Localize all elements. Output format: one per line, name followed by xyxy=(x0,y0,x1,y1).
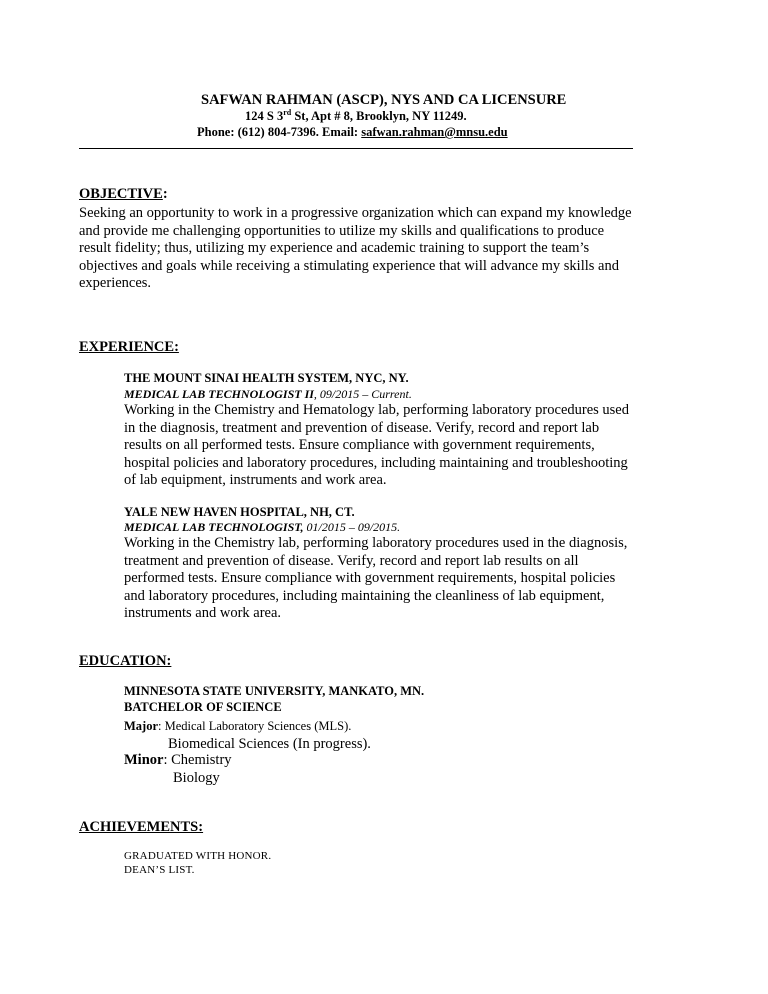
major-second: Biomedical Sciences (In progress). xyxy=(168,736,371,752)
job-line: Working in the Chemistry lab, performing laboratory procedures used in the diagnosis, xyxy=(124,535,628,551)
job-line: of lab equipment, instruments and work area. xyxy=(124,472,387,489)
job-line: instruments and work area. xyxy=(124,605,282,622)
job-line: results on all performed tests. Ensure compliance with government requirements, xyxy=(124,437,595,454)
job-title-line xyxy=(124,387,412,402)
job-title: MEDICAL LAB TECHNOLOGIST, xyxy=(124,520,304,534)
objective-text xyxy=(79,205,632,293)
job-line: and laboratory procedures, including maintaining the cleanliness of lab equipment, xyxy=(124,587,605,604)
objective-line: Seeking an opportunity to work in a progressive organization which can expand my knowledge xyxy=(79,205,632,221)
job-line: treatment and prevention of disease. Verify, record and report lab results on all xyxy=(124,552,579,569)
objective-heading-wrap xyxy=(79,186,168,203)
major-label: Major xyxy=(124,719,159,733)
experience-heading: EXPERIENCE: xyxy=(79,339,179,355)
achievements-heading: ACHIEVEMENTS: xyxy=(79,819,204,835)
contact-line xyxy=(197,125,508,140)
school-name: MINNESOTA STATE UNIVERSITY, MANKATO, MN. xyxy=(124,684,425,698)
objective-heading: OBJECTIVE xyxy=(79,186,163,202)
resume-name-line: SAFWAN RAHMAN (ASCP), NYS AND CA LICENSURE xyxy=(201,92,567,108)
address-street: St, Apt # 8, Brooklyn, NY 11249. xyxy=(291,109,467,123)
objective-line: objectives and goals while receiving a stimulating experience that will advance my skills and xyxy=(79,257,619,274)
minor-value: : Chemistry xyxy=(163,752,232,768)
objective-line: result fidelity; thus, utilizing my experience and academic training to support the team’s xyxy=(79,240,590,257)
job-description xyxy=(124,535,627,623)
header-divider xyxy=(79,148,633,149)
job-dates: 01/2015 – 09/2015. xyxy=(303,520,401,534)
job-description xyxy=(124,402,629,490)
achievement-item: GRADUATED WITH HONOR. xyxy=(124,850,272,862)
email-link[interactable]: safwan.rahman@mnsu.edu xyxy=(361,125,508,139)
job-line: in the diagnosis, treatment and prevention of disease. Verify, record and report lab xyxy=(124,419,600,436)
job-employer: THE MOUNT SINAI HEALTH SYSTEM, NYC, NY. xyxy=(124,371,409,385)
education-heading: EDUCATION: xyxy=(79,653,172,669)
degree-name: BATCHELOR OF SCIENCE xyxy=(124,700,282,714)
minor-second: Biology xyxy=(173,770,220,786)
job-line: Working in the Chemistry and Hematology lab, performing laboratory procedures used xyxy=(124,402,629,418)
job-title-line xyxy=(124,520,400,535)
address-number: 124 S 3 xyxy=(245,109,284,123)
objective-colon: : xyxy=(162,186,168,202)
job-employer: YALE NEW HAVEN HOSPITAL, NH, CT. xyxy=(124,505,355,519)
job-title: MEDICAL LAB TECHNOLOGIST II xyxy=(124,387,314,401)
achievement-item: DEAN’S LIST. xyxy=(124,864,195,876)
objective-line: experiences. xyxy=(79,275,152,292)
phone-text: Phone: (612) 804-7396. Email: xyxy=(197,125,362,139)
address-line xyxy=(245,109,467,124)
minor-label: Minor xyxy=(124,752,164,768)
minor-line xyxy=(124,752,232,769)
major-value: : Medical Laboratory Sciences (MLS). xyxy=(158,719,352,733)
major-line xyxy=(124,719,351,734)
job-line: hospital policies and laboratory procedures, including maintaining and troubleshooting xyxy=(124,454,628,471)
job-dates: , 09/2015 – Current. xyxy=(313,387,412,401)
objective-line: and provide me challenging opportunities to utilize my skills and qualifications to produce xyxy=(79,222,605,239)
address-ordinal: rd xyxy=(283,108,292,117)
job-line: performed tests. Ensure compliance with government requirements, hospital policies xyxy=(124,570,616,587)
